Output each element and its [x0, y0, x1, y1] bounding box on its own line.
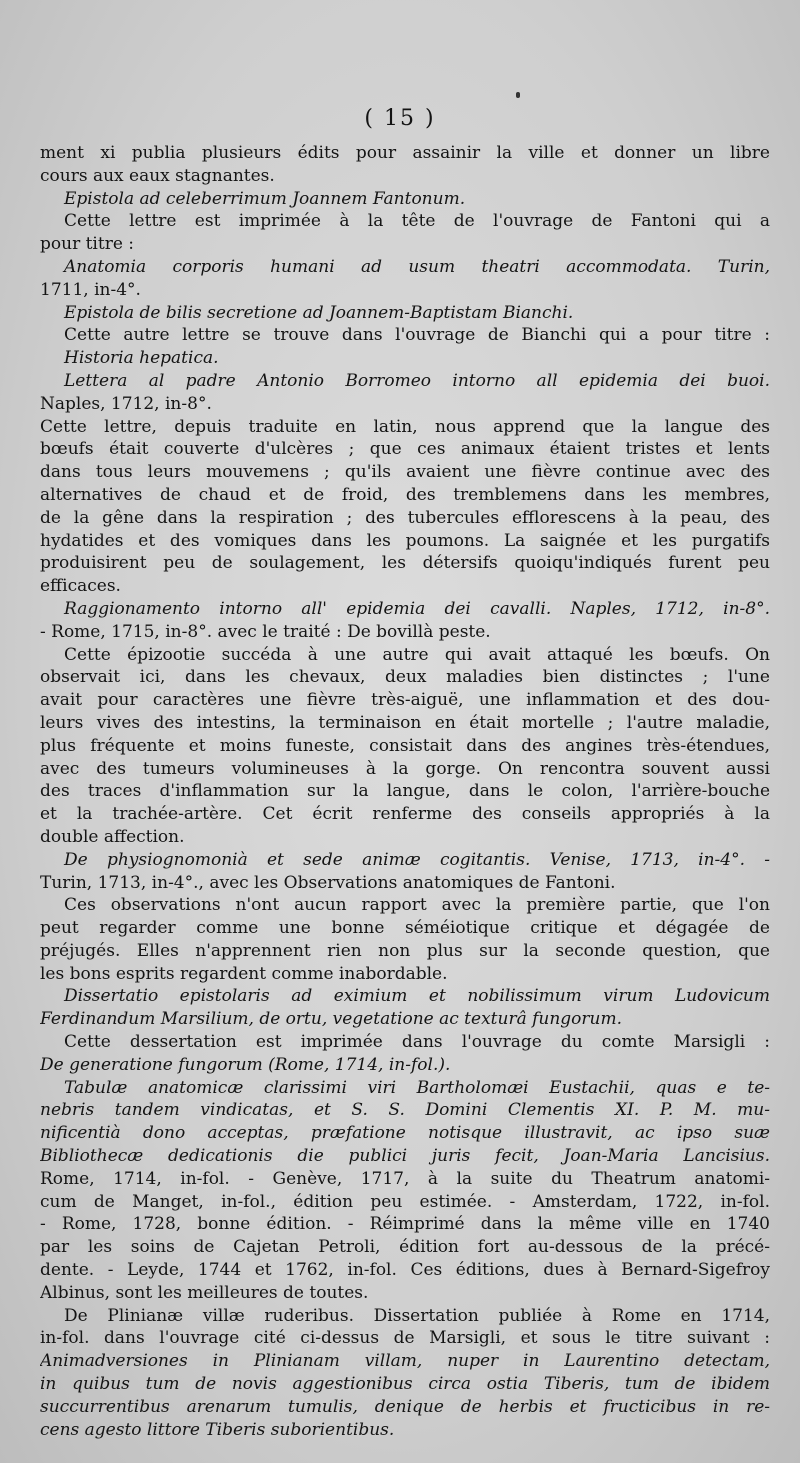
text-line: ment xi publia plusieurs édits pour assainir la ville et donner un libre [40, 143, 770, 163]
text-line: - Rome, 1715, in-8°. avec le traité : De bovillà peste. [40, 621, 491, 642]
text-line: avait pour caractères une fièvre très-aiguë, une inflammation et des dou- [40, 690, 770, 711]
text-line: Ces observations n'ont aucun rapport avec la première partie, que l'on [64, 895, 770, 916]
text-line: Anatomia corporis humani ad usum theatri accommodata. Turin, [64, 256, 770, 277]
text-line: de la gêne dans la respiration ; des tubercules efflorescens à la peau, des [40, 507, 770, 528]
text-line: cens agesto littore Tiberis suborientibus. [40, 1419, 395, 1440]
print-speck [516, 92, 520, 98]
text-line: préjugés. Elles n'apprennent rien non plus sur la seconde question, que [40, 940, 770, 961]
text-line: Historia hepatica. [64, 348, 219, 369]
text-line: De Plinianæ villæ ruderibus. Dissertation publiée à Rome en 1714, [64, 1305, 770, 1326]
text-line: bœufs était couverte d'ulcères ; que ces animaux étaient tristes et lents [40, 439, 770, 460]
text-line: De physiognomonià et sede animæ cogitantis. Venise, 1713, in-4°. - [64, 849, 770, 870]
text-line: peut regarder comme une bonne séméiotique critique et dégagée de [40, 918, 770, 939]
text-line: in quibus tum de novis aggestionibus circa ostia Tiberis, tum de ibidem [40, 1374, 770, 1395]
text-line: leurs vives des intestins, la terminaison en était mortelle ; l'autre maladie, [40, 712, 770, 733]
text-line: avec des tumeurs volumineuses à la gorge. On rencontra souvent aussi [40, 758, 770, 779]
text-line: Epistola de bilis secretione ad Joannem-Baptistam Bianchi. [64, 302, 574, 323]
text-line: Animadversiones in Plinianam villam, nuper in Laurentino detectam, [40, 1351, 770, 1372]
text-line: cours aux eaux stagnantes. [40, 165, 275, 186]
text-line: Tabulæ anatomicæ clarissimi viri Bartholomæi Eustachii, quas e te- [64, 1077, 770, 1098]
text-line: produisirent peu de soulagement, les détersifs quoiqu'indiqués furent peu [40, 553, 770, 574]
text-line: les bons esprits regardent comme inabordable. [40, 963, 448, 984]
text-line: - Rome, 1728, bonne édition. - Réimprimé dans la même ville en 1740 [40, 1214, 770, 1235]
text-line: De generatione fungorum (Rome, 1714, in-fol.). [40, 1054, 451, 1075]
text-line: Bibliothecæ dedicationis die publici juris fecit, Joan-Maria Lancisius. [40, 1146, 770, 1167]
text-line: dans tous leurs mouvemens ; qu'ils avaient une fièvre continue avec des [40, 462, 770, 483]
text-line: alternatives de chaud et de froid, des tremblemens dans les membres, [40, 484, 770, 505]
text-line: Cette autre lettre se trouve dans l'ouvrage de Bianchi qui a pour titre : [64, 325, 770, 346]
text-line: double affection. [40, 826, 185, 847]
text-line: Naples, 1712, in-8°. [40, 393, 212, 414]
text-line: Lettera al padre Antonio Borromeo intorno all epidemia dei buoi. [64, 370, 770, 391]
text-line: Cette épizootie succéda à une autre qui avait attaqué les bœufs. On [64, 644, 770, 665]
text-line: pour titre : [40, 234, 135, 255]
text-line: efficaces. [40, 576, 121, 597]
text-line: 1711, in-4°. [40, 279, 141, 300]
text-line: Cette dessertation est imprimée dans l'ouvrage du comte Marsigli : [64, 1032, 770, 1053]
text-line: hydatides et des vomiques dans les poumons. La saignée et les purgatifs [40, 530, 770, 551]
text-line: in-fol. dans l'ouvrage cité ci-dessus de Marsigli, et sous le titre suivant : [40, 1328, 770, 1349]
page-number: ( 15 ) [364, 106, 436, 131]
text-line: Epistola ad celeberrimum Joannem Fantonum. [64, 188, 466, 209]
text-line: Turin, 1713, in-4°., avec les Observations anatomiques de Fantoni. [40, 872, 616, 893]
text-line: Dissertatio epistolaris ad eximium et nobilissimum virum Ludovicum [64, 986, 770, 1007]
text-line: Albinus, sont les meilleures de toutes. [40, 1282, 369, 1303]
text-line: nificentià dono acceptas, præfatione notisque illustravit, ac ipso suæ [40, 1123, 770, 1144]
text-line: nebris tandem vindicatas, et S. S. Domini Clementis XI. P. M. mu- [40, 1100, 770, 1121]
text-line: dente. - Leyde, 1744 et 1762, in-fol. Ces éditions, dues à Bernard-Sigefroy [40, 1260, 770, 1281]
text-line: cum de Manget, in-fol., édition peu estimée. - Amsterdam, 1722, in-fol. [40, 1191, 770, 1212]
text-line: observait ici, dans les chevaux, deux maladies bien distinctes ; l'une [40, 667, 770, 688]
text-line: Raggionamento intorno all' epidemia dei cavalli. Naples, 1712, in-8°. [64, 598, 770, 619]
text-line: Cette lettre, depuis traduite en latin, nous apprend que la langue des [40, 416, 770, 437]
text-line: Ferdinandum Marsilium, de ortu, vegetatione ac texturâ fungorum. [40, 1009, 623, 1030]
text-line: Rome, 1714, in-fol. - Genève, 1717, à la suite du Theatrum anatomi- [40, 1168, 770, 1189]
text-line: Cette lettre est imprimée à la tête de l'ouvrage de Fantoni qui a [64, 211, 770, 232]
text-line: par les soins de Cajetan Petroli, édition fort au-dessous de la précé- [40, 1237, 770, 1258]
text-line: succurrentibus arenarum tumulis, denique de herbis et fructicibus in re- [40, 1396, 770, 1417]
text-line: plus fréquente et moins funeste, consistait dans des angines très-étendues, [40, 735, 770, 756]
text-line: des traces d'inflammation sur la langue, dans le colon, l'arrière-bouche [40, 781, 770, 802]
text-block [40, 142, 770, 1441]
text-line: et la trachée-artère. Cet écrit renferme des conseils appropriés à la [40, 804, 770, 825]
